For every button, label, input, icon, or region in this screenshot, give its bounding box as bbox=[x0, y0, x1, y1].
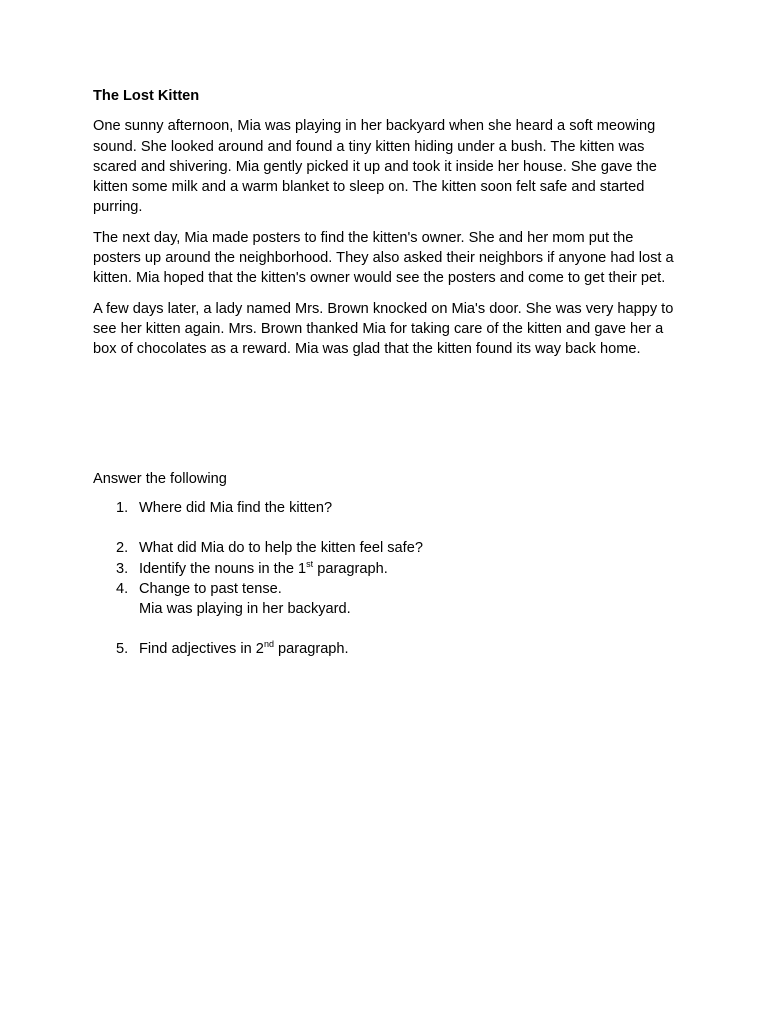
question-item-3 bbox=[93, 559, 683, 579]
story-paragraph-1: One sunny afternoon, Mia was playing in her backyard when she heard a soft meowing sound. She looked around and found a tiny kitten hiding under a bush. The kitten was scared and shivering. Mia gently picked it up and took it inside her house. She gave the kitten some milk and a warm blanket to sleep on. The kitten soon felt safe and started purring. bbox=[93, 118, 657, 216]
ordinal-suffix: st bbox=[306, 558, 314, 569]
question-text-after: paragraph. bbox=[273, 641, 349, 658]
story-title: The Lost Kitten bbox=[93, 88, 200, 104]
question-text-before: Find adjectives in 2 bbox=[139, 641, 264, 658]
question-number: 4. bbox=[116, 580, 129, 597]
question-number: 2. bbox=[116, 540, 129, 557]
question-item-5 bbox=[93, 639, 683, 659]
question-number: 1. bbox=[116, 500, 129, 516]
story-paragraph-2: The next day, Mia made posters to find the kitten's owner. She and her mom put the posters up around the neighborhood. They also asked their neighbors if anyone had lost a kitten. Mia hoped that the kitten's owner would see the posters and come to get their pet. bbox=[93, 229, 674, 287]
question-subtext: Mia was playing in her backyard. bbox=[139, 601, 351, 618]
question-text: Where did Mia find the kitten? bbox=[139, 500, 333, 516]
question-item-2 bbox=[93, 538, 683, 558]
story-paragraph-3: A few days later, a lady named Mrs. Brown knocked on Mia's door. She was very happy to see her kitten again. Mrs. Brown thanked Mia for taking care of the kitten and gave her a box of chocolates as a reward. Mia was glad that the kitten found its way back home. bbox=[93, 300, 674, 358]
question-text-before: Identify the nouns in the 1 bbox=[139, 560, 307, 577]
question-item-4 bbox=[93, 579, 683, 620]
ordinal-suffix: nd bbox=[263, 639, 274, 650]
question-text: What did Mia do to help the kitten feel safe? bbox=[139, 540, 423, 557]
question-number: 3. bbox=[116, 560, 129, 577]
answer-heading: Answer the following bbox=[93, 471, 227, 487]
question-number: 5. bbox=[116, 641, 129, 658]
question-text-after: paragraph. bbox=[313, 560, 388, 577]
question-item-1 bbox=[93, 498, 683, 518]
question-text: Change to past tense. bbox=[139, 580, 282, 597]
question-list bbox=[93, 498, 683, 660]
worksheet-page bbox=[93, 86, 683, 658]
